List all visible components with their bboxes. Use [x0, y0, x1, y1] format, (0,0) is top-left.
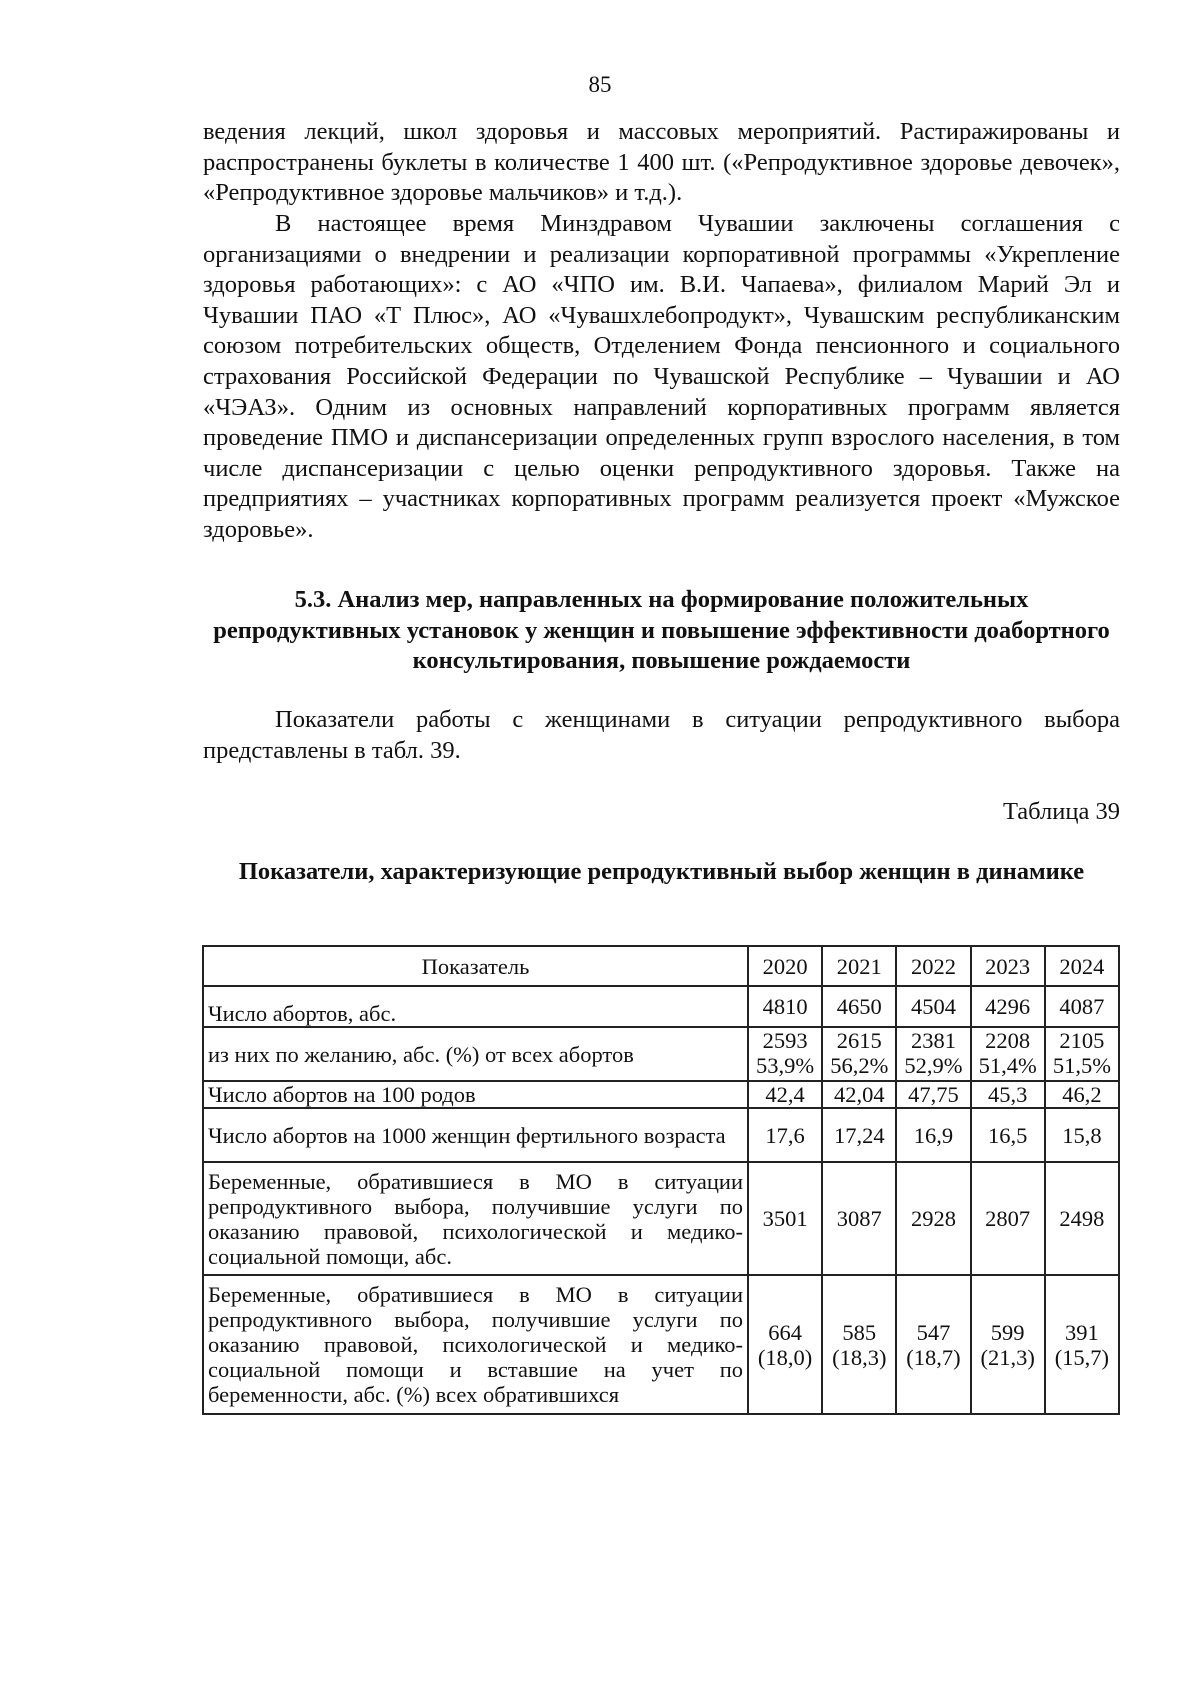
table-row [203, 1162, 1119, 1275]
table-row [203, 986, 1119, 1027]
table-header-row [203, 946, 1119, 986]
cell-value: 4087 [1059, 994, 1105, 1019]
cell-value: 2208 [985, 1028, 1031, 1053]
cell-value: 2498 [1059, 1206, 1105, 1231]
cell-value: 2105 [1059, 1028, 1105, 1053]
table-cell [1045, 1081, 1119, 1108]
row-label: Беременные, обратившиеся в МО в ситуации репродуктивного выбора, получившие услуги по оказанию правовой, психологической и медико-социальной помощи и вставшие на учет по беременности, абс. (%) всех обратившихся [203, 1275, 748, 1414]
cell-value: 3501 [762, 1206, 808, 1231]
cell-value: 4296 [985, 994, 1031, 1019]
cell-value: 2615 [836, 1028, 882, 1053]
table-cell [1045, 1108, 1119, 1162]
table-cell [822, 986, 896, 1027]
table-row [203, 1108, 1119, 1162]
header-indicator: Показатель [203, 946, 748, 986]
paragraph-continuation: ведения лекций, школ здоровья и массовых мероприятий. Растиражированы и распространены буклеты в количестве 1 400 шт. («Репродуктивное здоровье девочек», «Репродуктивное здоровье мальчиков» и т.д.). [203, 118, 1120, 207]
table-cell [896, 1027, 970, 1081]
row-label: Число абортов, абс. [203, 986, 748, 1027]
cell-value: 2807 [985, 1206, 1031, 1231]
table-row [203, 1275, 1119, 1414]
table-row [203, 1081, 1119, 1108]
section-heading: 5.3. Анализ мер, направленных на формирование положительных репродуктивных установок у женщин и повышение эффективности доабортного консультирования, повышение рождаемости [213, 586, 1110, 675]
table-cell [971, 1027, 1045, 1081]
cell-value: 46,2 [1062, 1082, 1102, 1107]
table-cell [1045, 1275, 1119, 1414]
cell-percent: (15,7) [1054, 1344, 1110, 1370]
table-cell [971, 1275, 1045, 1414]
cell-percent: 51,5% [1052, 1053, 1111, 1078]
table-cell [748, 1275, 822, 1414]
table-cell [896, 1275, 970, 1414]
table-cell [896, 1162, 970, 1275]
table-cell [1045, 1162, 1119, 1275]
cell-value: 3087 [836, 1206, 882, 1231]
table-cell [748, 1027, 822, 1081]
cell-value: 16,9 [913, 1122, 954, 1148]
cell-value: 42,4 [765, 1082, 805, 1107]
cell-value: 391 [1065, 1319, 1099, 1345]
cell-value: 47,75 [908, 1082, 959, 1107]
cell-value: 2928 [910, 1206, 956, 1231]
header-year: 2020 [748, 946, 822, 986]
table-cell [971, 1108, 1045, 1162]
cell-value: 17,24 [833, 1122, 885, 1148]
header-year: 2023 [971, 946, 1045, 986]
paragraph-corporate-programs: В настоящее время Минздравом Чувашии заключены соглашения с организациями о внедрении и реализации корпоративной программы «Укрепление здоровья работающих»: с АО «ЧПО им. В.И. Чапаева», филиалом Марий Эл и Чувашии ПАО «Т Плюс», АО «Чувашхлебопродукт», Чувашским республиканским союзом потребительских обществ, Отделением Фонда пенсионного и социального страхования Российской Федерации по Чувашской Республике – Чувашии и АО «ЧЭАЗ». Одним из основных направлений корпоративных программ является проведение ПМО и диспансеризации определенных групп взрослого населения, в том числе диспансеризации с целью оценки репродуктивного здоровья. Также на предприятиях – участниках корпоративных программ реализуется проект «Мужское здоровье». [203, 210, 1120, 543]
header-year: 2022 [896, 946, 970, 986]
cell-value: 17,6 [765, 1122, 805, 1148]
table-cell [896, 1081, 970, 1108]
cell-value: 4504 [910, 994, 956, 1019]
table-row [203, 1027, 1119, 1081]
cell-percent: (21,3) [980, 1344, 1035, 1370]
table-cell [1045, 1027, 1119, 1081]
table-cell [1045, 986, 1119, 1027]
row-label: Число абортов на 100 родов [203, 1081, 748, 1108]
table-cell [822, 1081, 896, 1108]
table-cell [822, 1162, 896, 1275]
table-cell [971, 1081, 1045, 1108]
cell-value: 16,5 [987, 1122, 1028, 1148]
table-cell [896, 986, 970, 1027]
table-cell [748, 986, 822, 1027]
paragraph-table-intro: Показатели работы с женщинами в ситуации репродуктивного выбора представлены в табл. 39. [203, 706, 1120, 764]
header-year: 2021 [822, 946, 896, 986]
table-label: Таблица 39 [1002, 798, 1120, 825]
header-year: 2024 [1045, 946, 1119, 986]
page-number: 85 [588, 72, 612, 97]
cell-percent: 56,2% [830, 1053, 889, 1078]
row-label: Беременные, обратившиеся в МО в ситуации репродуктивного выбора, получившие услуги по оказанию правовой, психологической и медико-социальной помощи, абс. [203, 1162, 748, 1275]
table-cell [971, 1162, 1045, 1275]
table-cell [822, 1275, 896, 1414]
cell-value: 4650 [836, 994, 882, 1019]
cell-percent: (18,7) [906, 1344, 961, 1370]
cell-value: 45,3 [987, 1082, 1028, 1107]
table-cell [748, 1081, 822, 1108]
table-cell [748, 1108, 822, 1162]
table-cell [822, 1027, 896, 1081]
cell-value: 664 [768, 1319, 802, 1345]
cell-value: 4810 [762, 994, 808, 1019]
table-title: Показатели, характеризующие репродуктивный выбор женщин в динамике [238, 858, 1085, 885]
cell-percent: 51,4% [978, 1053, 1037, 1078]
cell-value: 547 [916, 1319, 951, 1345]
cell-value: 42,04 [833, 1082, 885, 1107]
table-cell [822, 1108, 896, 1162]
cell-value: 2593 [762, 1028, 808, 1053]
row-label: из них по желанию, абс. (%) от всех абортов [203, 1027, 748, 1081]
row-label: Число абортов на 1000 женщин фертильного возраста [203, 1108, 748, 1162]
table-cell [971, 986, 1045, 1027]
cell-value: 585 [842, 1319, 877, 1345]
cell-percent: 53,9% [756, 1053, 815, 1078]
cell-value: 15,8 [1062, 1122, 1102, 1148]
cell-percent: 52,9% [904, 1053, 963, 1078]
cell-value: 2381 [910, 1028, 956, 1053]
table-cell [896, 1108, 970, 1162]
indicators-table [202, 945, 1120, 1415]
cell-value: 599 [990, 1319, 1025, 1345]
cell-percent: (18,3) [832, 1344, 887, 1370]
cell-percent: (18,0) [757, 1344, 813, 1370]
table-cell [748, 1162, 822, 1275]
